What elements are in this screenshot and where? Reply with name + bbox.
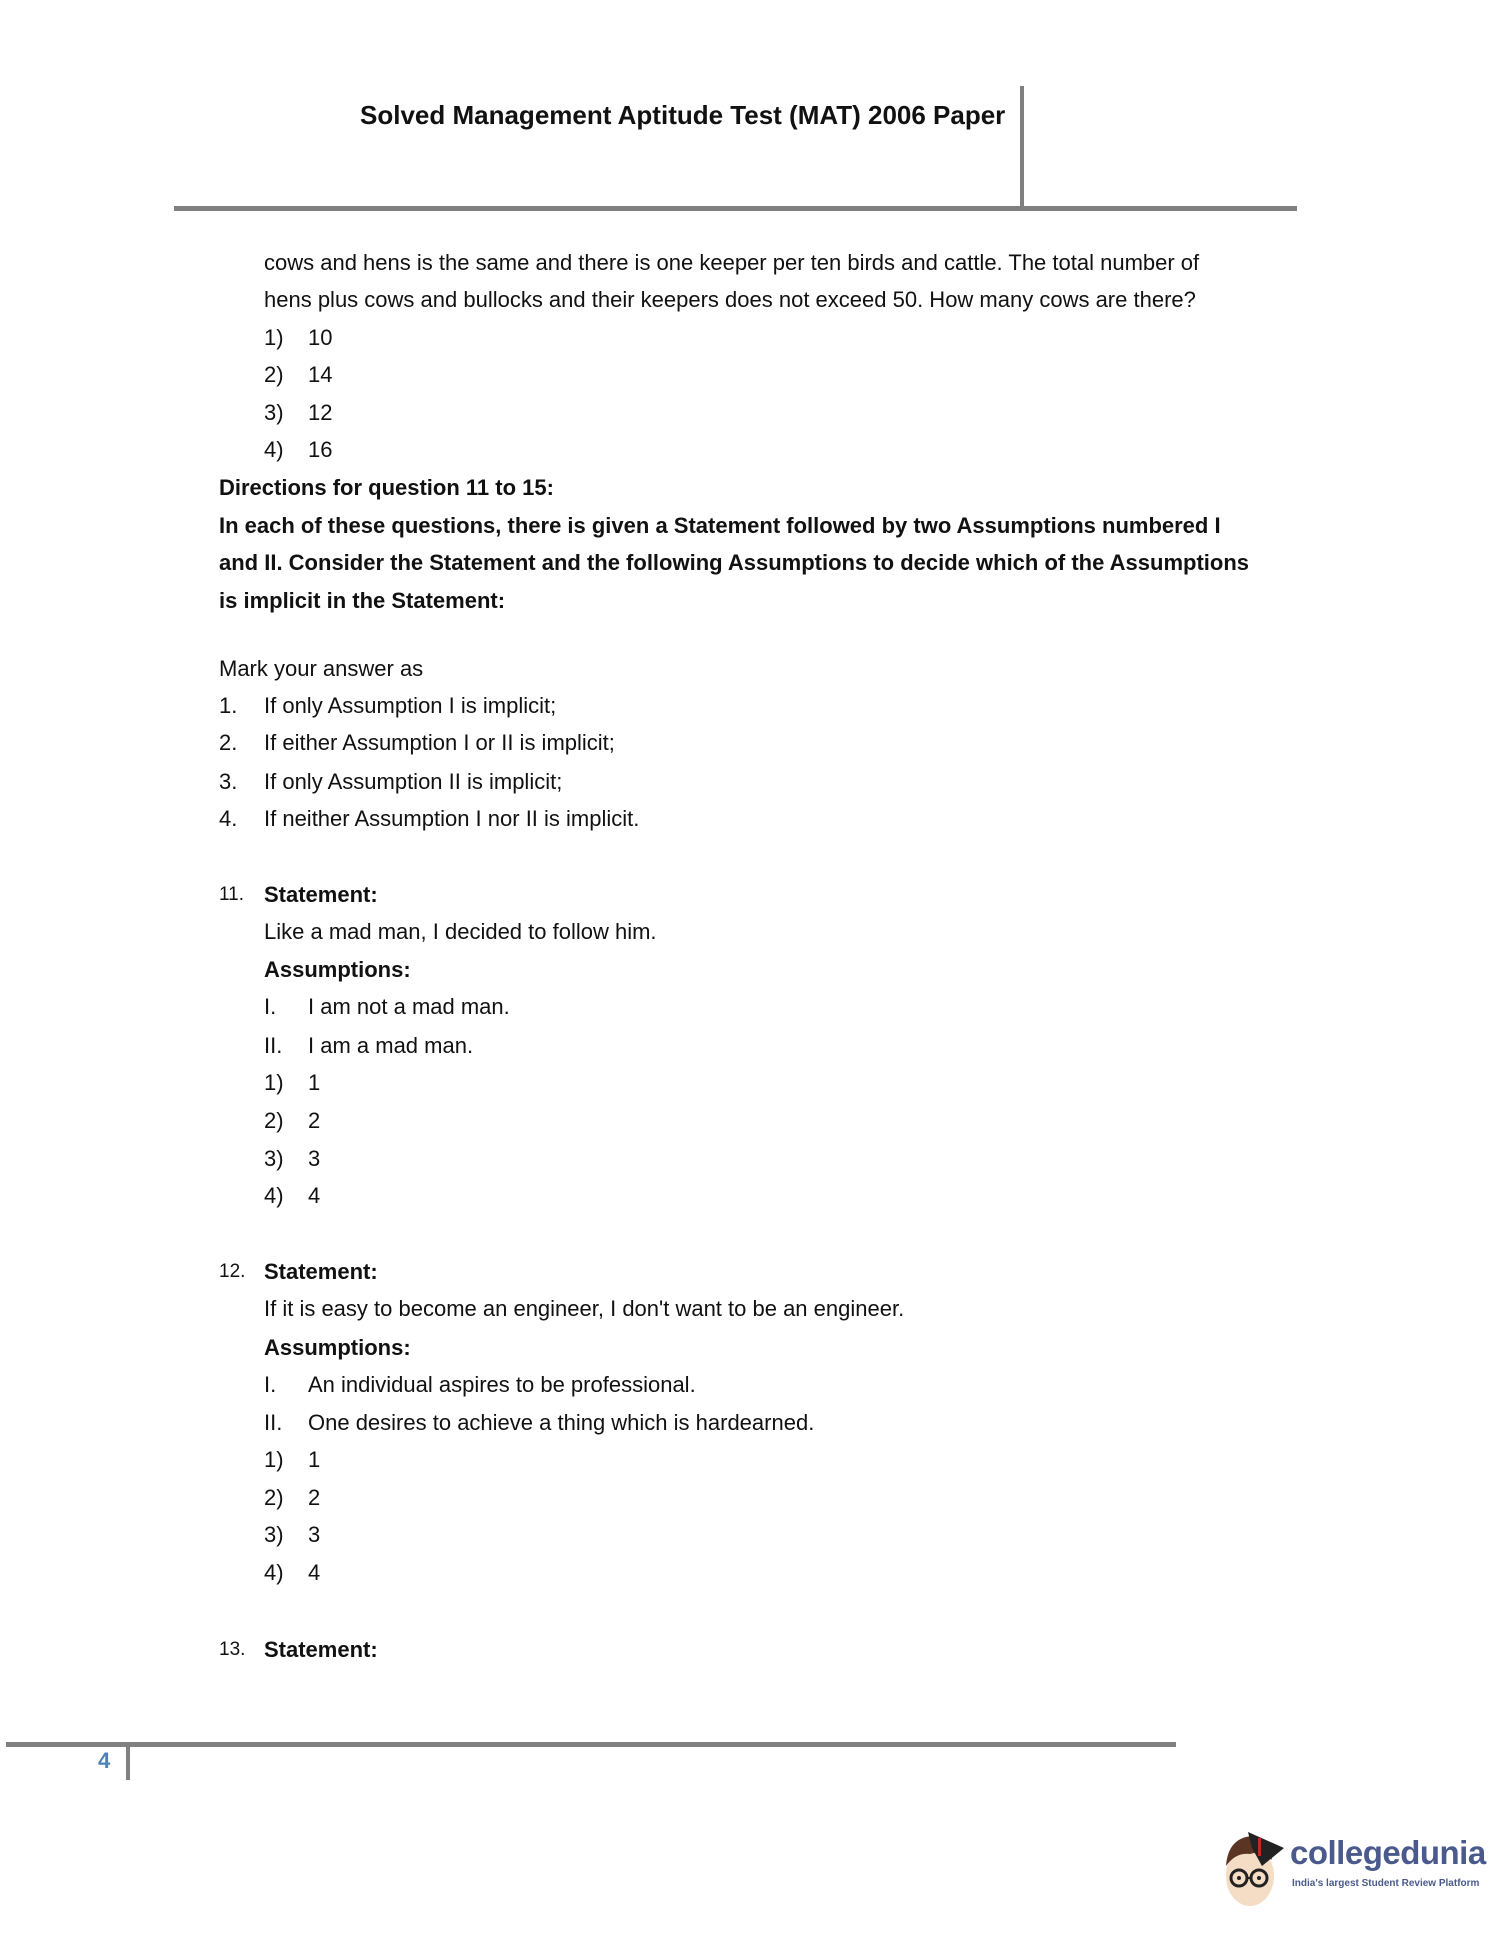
option-number: 2): [264, 1108, 284, 1133]
collegedunia-logo: [1222, 1826, 1486, 1912]
footer-rule: [6, 1742, 1176, 1747]
answer-key-number: 4.: [219, 806, 238, 831]
option-value: 10: [308, 325, 333, 350]
assumption-number: I.: [264, 994, 277, 1019]
option-number: 3): [264, 1146, 284, 1171]
answer-key-text: If only Assumption I is implicit;: [264, 693, 557, 718]
option-number: 4): [264, 437, 284, 462]
answer-key-number: 3.: [219, 769, 238, 794]
statement-label: Statement:: [264, 1259, 378, 1284]
option-value: 1: [308, 1447, 321, 1472]
assumptions-label: Assumptions:: [264, 1335, 411, 1360]
logo-brand-text: collegedunia: [1290, 1834, 1486, 1871]
answer-key-text: If only Assumption II is implicit;: [264, 769, 563, 794]
option-value: 4: [308, 1183, 321, 1208]
statement-text: Like a mad man, I decided to follow him.: [264, 919, 657, 944]
option-number: 3): [264, 1522, 284, 1547]
option-number: 1): [264, 325, 284, 350]
logo-tagline: India's largest Student Review Platform: [1292, 1878, 1480, 1889]
assumption-text: One desires to achieve a thing which is hardearned.: [308, 1410, 815, 1435]
option-number: 2): [264, 1485, 284, 1510]
directions-heading: Directions for question 11 to 15:: [219, 475, 554, 500]
footer-vertical-rule: [126, 1744, 130, 1780]
option-number: 4): [264, 1183, 284, 1208]
assumption-number: II.: [264, 1033, 283, 1058]
header-vertical-rule: [1020, 86, 1024, 210]
option-number: 4): [264, 1560, 284, 1585]
directions-text: In each of these questions, there is given a Statement followed by two Assumptions numbered I: [219, 513, 1221, 538]
statement-text: If it is easy to become an engineer, I don't want to be an engineer.: [264, 1296, 905, 1321]
option-value: 16: [308, 437, 333, 462]
q10-text-line: cows and hens is the same and there is one keeper per ten birds and cattle. The total number of: [264, 250, 1200, 275]
directions-text: and II. Consider the Statement and the following Assumptions to decide which of the Assumptions: [219, 550, 1249, 575]
answer-key-number: 1.: [219, 693, 238, 718]
option-number: 2): [264, 362, 284, 387]
answer-key-text: If either Assumption I or II is implicit;: [264, 730, 615, 755]
answer-key-number: 2.: [219, 730, 238, 755]
mascot-icon: [1222, 1826, 1288, 1912]
option-value: 12: [308, 400, 333, 425]
assumption-text: I am a mad man.: [308, 1033, 474, 1058]
question-number: 13.: [219, 1639, 246, 1660]
option-number: 1): [264, 1070, 284, 1095]
statement-label: Statement:: [264, 882, 378, 907]
answer-key-text: If neither Assumption I nor II is implicit.: [264, 806, 640, 831]
header-rule: [174, 206, 1297, 211]
mark-answer-label: Mark your answer as: [219, 656, 424, 681]
option-value: 2: [308, 1108, 321, 1133]
page-header-title: Solved Management Aptitude Test (MAT) 2006 Paper: [360, 100, 1006, 130]
assumptions-label: Assumptions:: [264, 957, 411, 982]
page-number: 4: [98, 1748, 111, 1773]
assumption-number: II.: [264, 1410, 283, 1435]
option-value: 1: [308, 1070, 321, 1095]
assumption-text: I am not a mad man.: [308, 994, 510, 1019]
option-number: 3): [264, 400, 284, 425]
q10-text-line: hens plus cows and bullocks and their keepers does not exceed 50. How many cows are there?: [264, 287, 1196, 312]
option-value: 3: [308, 1146, 321, 1171]
option-value: 4: [308, 1560, 321, 1585]
assumption-number: I.: [264, 1372, 277, 1397]
question-number: 12.: [219, 1261, 246, 1282]
statement-label: Statement:: [264, 1637, 378, 1662]
question-number: 11.: [219, 884, 245, 905]
option-number: 1): [264, 1447, 284, 1472]
directions-text: is implicit in the Statement:: [219, 588, 506, 613]
assumption-text: An individual aspires to be professional.: [308, 1372, 696, 1397]
option-value: 14: [308, 362, 333, 387]
option-value: 3: [308, 1522, 321, 1547]
option-value: 2: [308, 1485, 321, 1510]
